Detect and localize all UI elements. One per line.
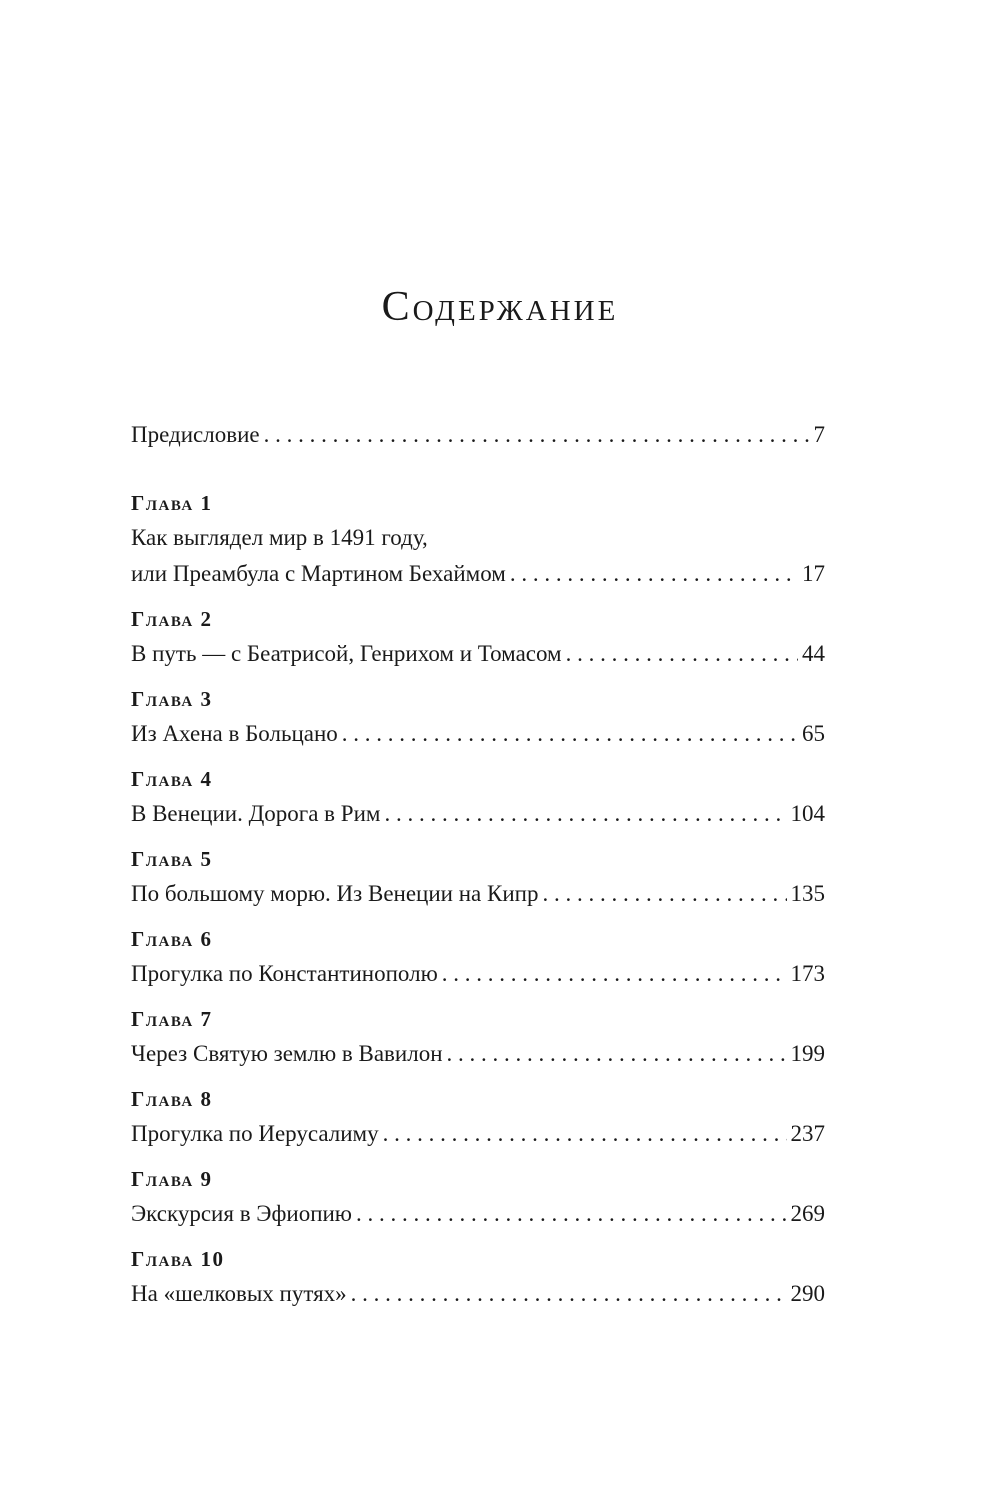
dot-leader — [384, 796, 786, 832]
chapter-title-entry — [131, 1276, 825, 1312]
chapter-heading: Глава 9 — [131, 1167, 213, 1191]
toc-page-number: 17 — [802, 561, 825, 586]
dot-leader — [342, 716, 798, 752]
chapter-heading: Глава 3 — [131, 687, 213, 711]
chapter-heading: Глава 1 — [131, 491, 213, 515]
toc-chapter-5 — [131, 842, 825, 912]
chapter-title: Экскурсия в Эфиопию — [131, 1201, 352, 1226]
toc-page-number: 173 — [790, 961, 825, 986]
toc-chapter-7 — [131, 1002, 825, 1072]
toc-chapter-4 — [131, 762, 825, 832]
chapter-heading: Глава 7 — [131, 1007, 213, 1031]
chapter-heading: Глава 10 — [131, 1247, 225, 1271]
chapter-title-entry — [131, 796, 825, 832]
chapter-title-entry — [131, 556, 825, 592]
chapter-title-line: Как выглядел мир в 1491 году, — [131, 525, 428, 550]
toc-chapter-6 — [131, 922, 825, 992]
dot-leader — [447, 1036, 787, 1072]
chapter-title: Прогулка по Константинополю — [131, 961, 438, 986]
toc-page-number: 269 — [790, 1201, 825, 1226]
chapter-title: Из Ахена в Больцано — [131, 721, 338, 746]
toc-chapter-2 — [131, 602, 825, 672]
toc-entry-preface — [131, 417, 825, 453]
toc-chapter-1 — [131, 486, 825, 592]
table-of-contents — [131, 417, 825, 1322]
chapter-title-entry — [131, 636, 825, 672]
dot-leader — [383, 1116, 787, 1152]
toc-page-number: 290 — [790, 1281, 825, 1306]
chapter-heading: Глава 2 — [131, 607, 213, 631]
page-title: Содержание — [381, 284, 619, 330]
chapter-title: В Венеции. Дорога в Рим — [131, 801, 381, 826]
toc-page-number: 7 — [813, 422, 825, 447]
toc-page-number: 135 — [790, 881, 825, 906]
toc-chapter-9 — [131, 1162, 825, 1232]
dot-leader — [264, 417, 810, 453]
toc-page-number: 65 — [802, 721, 825, 746]
chapter-title-entry — [131, 956, 825, 992]
chapter-heading: Глава 8 — [131, 1087, 213, 1111]
dot-leader — [356, 1196, 787, 1232]
toc-page-number: 44 — [802, 641, 825, 666]
dot-leader — [442, 956, 787, 992]
chapter-heading: Глава 5 — [131, 847, 213, 871]
chapter-title-entry — [131, 876, 825, 912]
toc-page-number: 199 — [790, 1041, 825, 1066]
chapter-title-entry — [131, 716, 825, 752]
dot-leader — [566, 636, 798, 672]
dot-leader — [510, 556, 798, 592]
chapter-heading: Глава 6 — [131, 927, 213, 951]
toc-chapter-3 — [131, 682, 825, 752]
toc-entry-label: Предисловие — [131, 422, 260, 447]
dot-leader — [542, 876, 786, 912]
chapter-title: На «шелковых путях» — [131, 1281, 347, 1306]
chapter-heading: Глава 4 — [131, 767, 213, 791]
chapter-title: По большому морю. Из Венеции на Кипр — [131, 881, 539, 906]
chapter-title-entry — [131, 1196, 825, 1232]
toc-page-number: 237 — [790, 1121, 825, 1146]
chapter-title: Прогулка по Иерусалиму — [131, 1121, 379, 1146]
toc-chapter-8 — [131, 1082, 825, 1152]
chapter-title-entry — [131, 1116, 825, 1152]
toc-page-number: 104 — [790, 801, 825, 826]
chapter-title: или Преамбула с Мартином Бехаймом — [131, 561, 506, 586]
dot-leader — [351, 1276, 787, 1312]
toc-chapter-10 — [131, 1242, 825, 1312]
chapter-title: В путь — с Беатрисой, Генрихом и Томасом — [131, 641, 562, 666]
chapter-title: Через Святую землю в Вавилон — [131, 1041, 443, 1066]
chapter-title-entry — [131, 1036, 825, 1072]
